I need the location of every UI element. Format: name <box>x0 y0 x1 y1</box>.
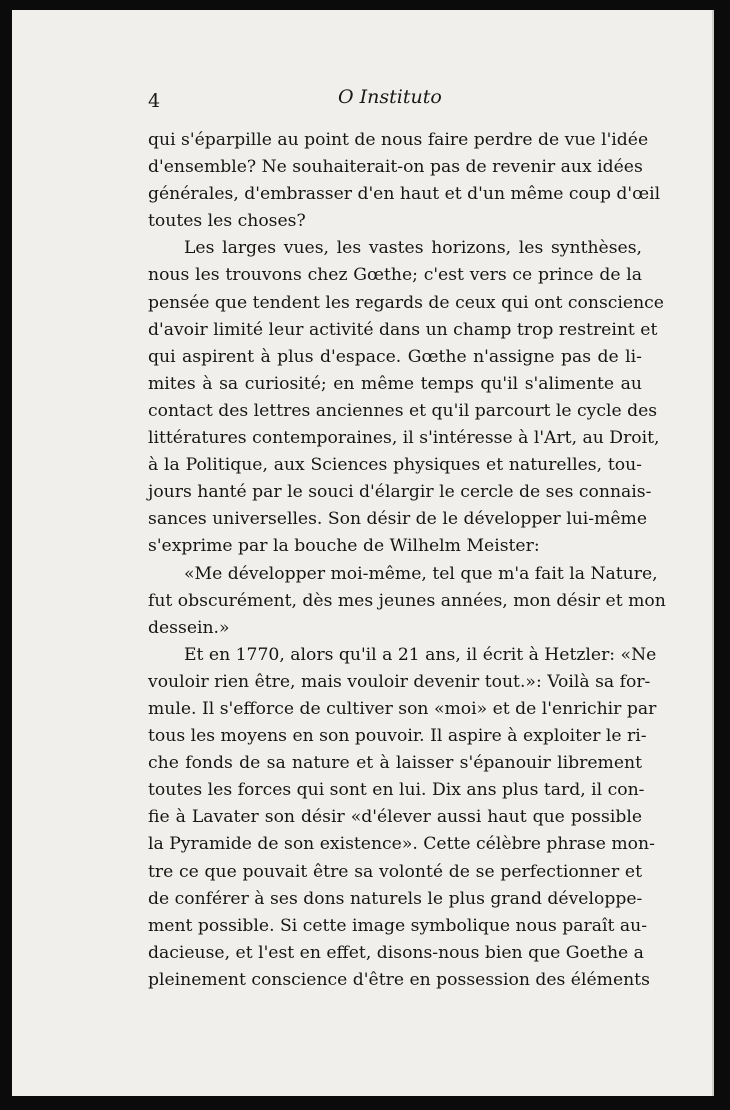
text-line: générales, d'embrasser d'en haut et d'un même coup d'œil <box>148 184 661 205</box>
text-line: fie à Lavater son désir «d'élever aussi haut que possible <box>148 807 642 828</box>
paragraph <box>148 642 657 994</box>
book-page <box>12 10 714 1096</box>
text-line: dessein.» <box>148 617 230 638</box>
page-header <box>148 86 648 116</box>
text-line: la Pyramide de son existence». Cette célèbre phrase mon- <box>148 834 655 855</box>
text-line: mule. Il s'efforce de cultiver son «moi» et de l'enrichir par <box>148 698 657 719</box>
text-line: pleinement conscience d'être en possession des éléments <box>148 969 650 990</box>
text-line: contact des lettres anciennes et qu'il parcourt le cycle des <box>148 400 658 421</box>
text-line: à la Politique, aux Sciences physiques et naturelles, tou- <box>148 455 642 476</box>
text-line: fut obscurément, dès mes jeunes années, mon désir et mon <box>148 590 666 611</box>
text-line: d'ensemble? Ne souhaiterait-on pas de revenir aux idées <box>148 157 643 178</box>
text-line: d'avoir limité leur activité dans un champ trop restreint et <box>148 319 658 340</box>
text-line: qui s'éparpille au point de nous faire perdre de vue l'idée <box>148 130 649 150</box>
text-line: dacieuse, et l'est en effet, disons-nous bien que Goethe a <box>148 942 644 963</box>
text-line: tous les moyens en son pouvoir. Il aspire à exploiter le ri- <box>148 726 647 747</box>
text-line: jours hanté par le souci d'élargir le cercle de ses connais- <box>148 482 652 503</box>
page-edge <box>712 10 714 1096</box>
text-line: nous les trouvons chez Gœthe; c'est vers ce prince de la <box>148 265 642 286</box>
text-line: sances universelles. Son désir de le développer lui-même <box>148 509 648 530</box>
text-line: qui aspirent à plus d'espace. Gœthe n'assigne pas de li- <box>148 346 642 367</box>
text-line: toutes les choses? <box>148 211 306 232</box>
running-title: O Instituto <box>338 86 442 108</box>
paragraph <box>148 235 664 560</box>
text-line: mites à sa curiosité; en même temps qu'il s'alimente au <box>148 373 642 394</box>
paragraph <box>148 127 661 235</box>
text-line: de conférer à ses dons naturels le plus grand développe- <box>148 888 643 909</box>
body-text <box>148 127 666 994</box>
text-line: Et en 1770, alors qu'il a 21 ans, il écrit à Hetzler: «Ne <box>184 644 657 665</box>
text-line: che fonds de sa nature et à laisser s'épanouir librement <box>148 753 642 774</box>
text-line: «Me développer moi-même, tel que m'a fait la Nature, <box>184 563 658 584</box>
text-line: ment possible. Si cette image symbolique nous paraît au- <box>148 915 648 936</box>
text-line: tre ce que pouvait être sa volonté de se perfectionner et <box>148 861 642 882</box>
text-line: toutes les forces qui sont en lui. Dix ans plus tard, il con- <box>148 780 645 801</box>
text-line: s'exprime par la bouche de Wilhelm Meister: <box>148 536 540 557</box>
text-line: littératures contemporaines, il s'intéresse à l'Art, au Droit, <box>148 428 660 449</box>
paragraph <box>148 561 666 642</box>
page-number: 4 <box>148 90 161 112</box>
text-line: Les larges vues, les vastes horizons, les synthèses, <box>184 238 642 259</box>
text-line: pensée que tendent les regards de ceux qui ont conscience <box>148 292 664 313</box>
text-line: vouloir rien être, mais vouloir devenir tout.»: Voilà sa for- <box>148 671 651 692</box>
